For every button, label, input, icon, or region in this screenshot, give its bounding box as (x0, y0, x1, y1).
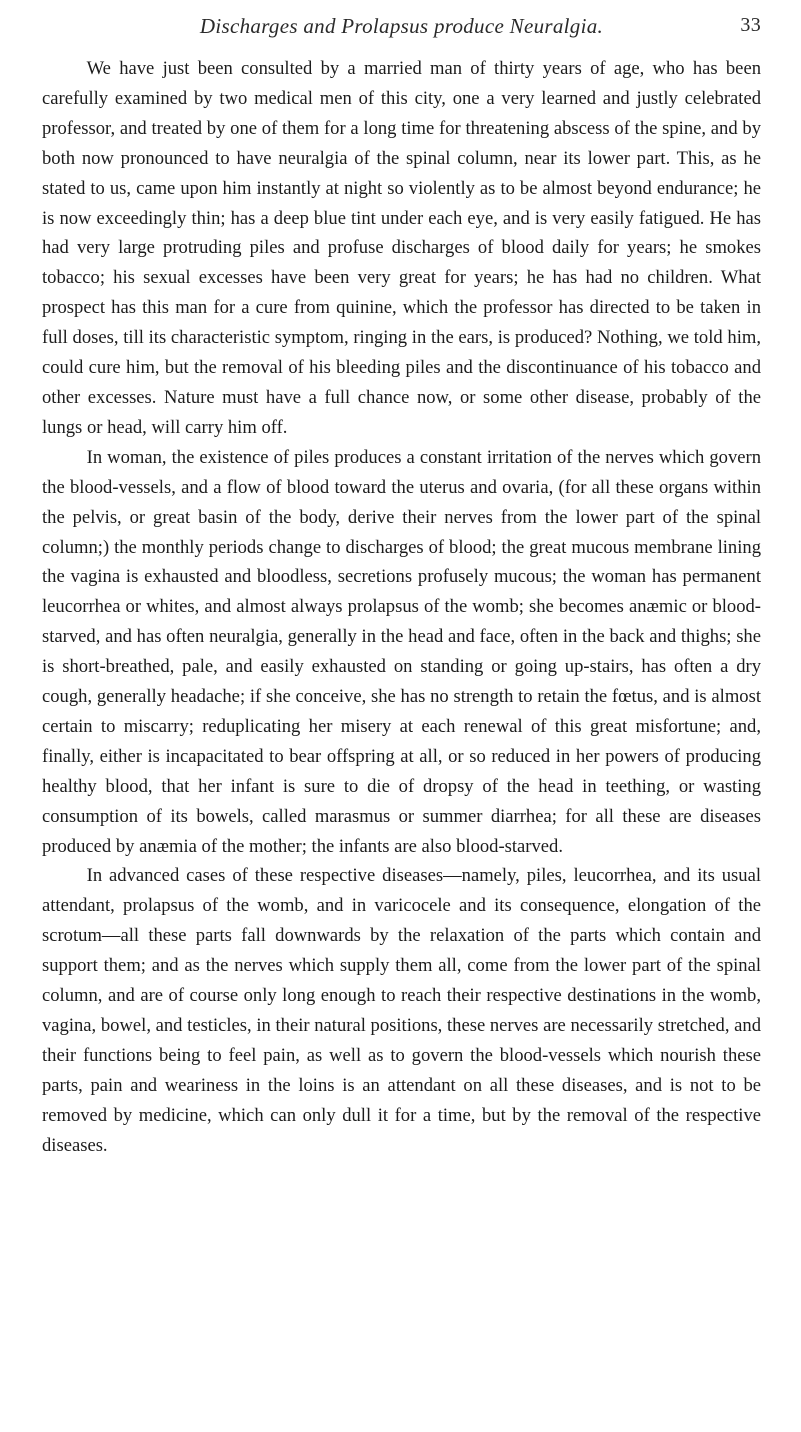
running-title: Discharges and Prolapsus produce Neuralgia. (199, 14, 604, 38)
page-number: 33 (740, 14, 761, 36)
paragraph-advanced-cases: In advanced cases of these respective diseases—namely, piles, leucorrhea, and its usual attendant, prolapsus of the womb, and in varicocele and its consequence, elongation of the scrotum—all these parts fall downwards by the relaxation of the parts which contain and support them; and as the nerves which supply them all, come from the lower part of the spinal column, and are of course only long enough to reach their respective destinations in the womb, vagina, bowel, and testicles, in their natural positions, these nerves are necessarily stretched, and their functions being to feel pain, as well as to govern the blood-vessels which nourish these parts, pain and weariness in the loins is an attendant on all these diseases, and is not to be removed by medicine, which can only dull it for a time, but by the removal of the respective diseases. (42, 865, 761, 1156)
paragraph-consultation-case: We have just been consulted by a married man of thirty years of age, who has been carefully examined by two medical men of this city, one a very learned and justly celebrated professor, and treated by one of them for a long time for threatening abscess of the spine, and by both now pronounced to have neuralgia of the spinal column, near its lower part. This, as he stated to us, came upon him instantly at night so violently as to be almost beyond endurance; he is now exceedingly thin; has a deep blue tint under each eye, and is very easily fatigued. He has had very large protruding piles and profuse discharges of blood daily for years; he smokes tobacco; his sexual excesses have been very great for years; he has had no children. What prospect has this man for a cure from quinine, which the professor has directed to be taken in full doses, till its characteristic symptom, ringing in the ears, is produced? Nothing, we told him, could cure him, but the removal of his bleeding piles and the discontinuance of his tobacco and other excesses. Nature must have a full chance now, or some other disease, probably of the lungs or head, will carry him off. (42, 58, 761, 438)
running-header (42, 14, 761, 46)
body-text (42, 54, 761, 1161)
paragraph-piles-in-woman: In woman, the existence of piles produces a constant irritation of the nerves which govern the blood-vessels, and a flow of blood toward the uterus and ovaria, (for all these organs within the pelvis, or great basin of the body, derive their nerves from the lower part of the spinal column;) the monthly periods change to discharges of blood; the great mucous membrane lining the vagina is exhausted and bloodless, secretions profusely mucous; the woman has permanent leucorrhea or whites, and almost always prolapsus of the womb; she becomes anæmic or blood-starved, and has often neuralgia, generally in the head and face, often in the back and thighs; she is short-breathed, pale, and easily exhausted on standing or going up-stairs, has often a dry cough, generally headache; if she conceive, she has no strength to retain the fœtus, and is almost certain to miscarry; reduplicating her misery at each renewal of this great misfortune; and, finally, either is incapacitated to bear offspring at all, or so reduced in her powers of producing healthy blood, that her infant is sure to die of dropsy of the head in teething, or wasting consumption of its bowels, called marasmus or summer diarrhea; for all these are diseases produced by anæmia of the mother; the infants are also blood-starved. (42, 446, 761, 857)
